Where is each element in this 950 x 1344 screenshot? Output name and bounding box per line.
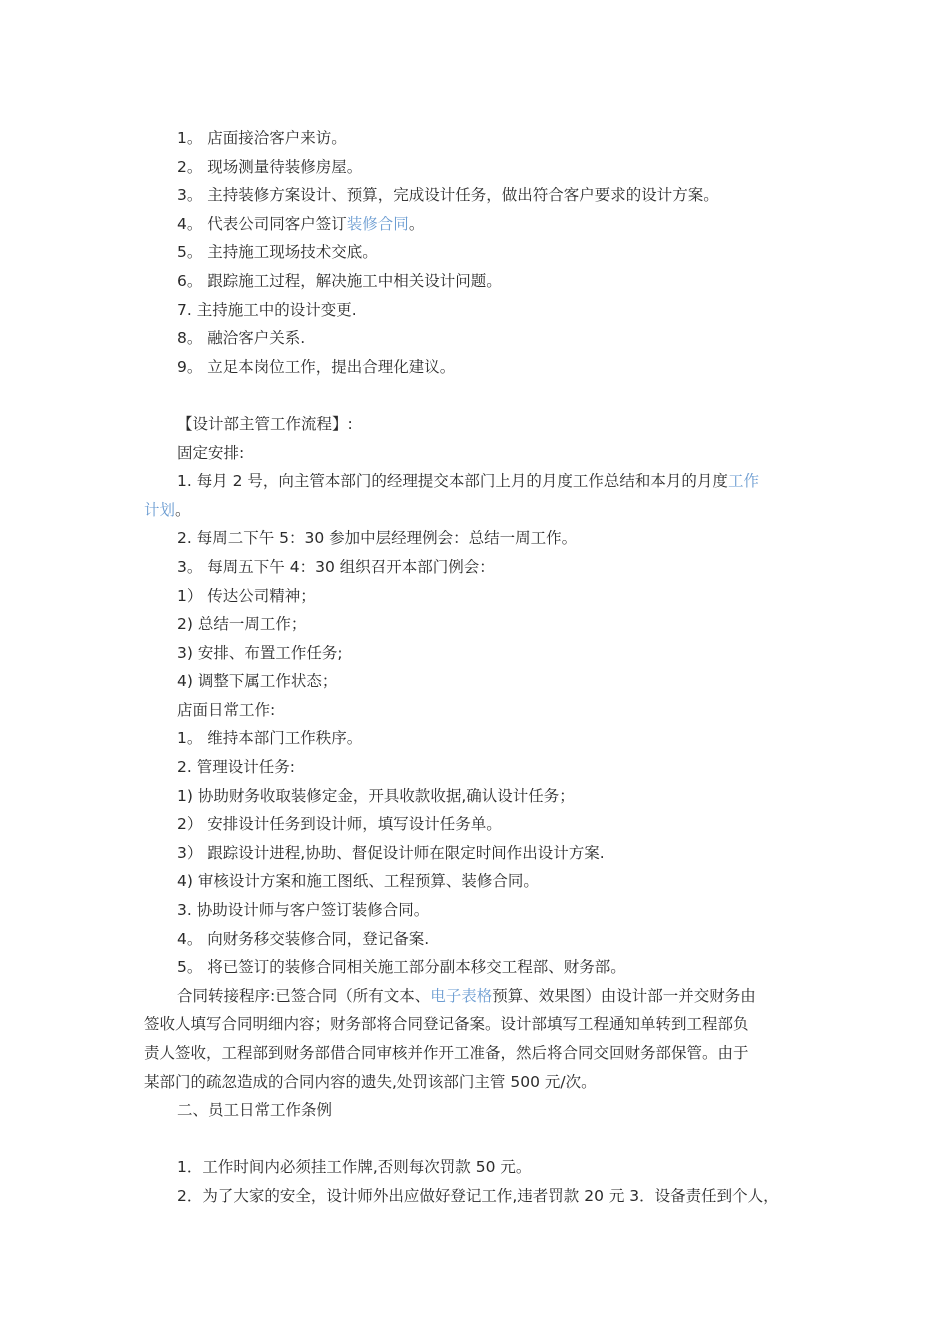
- text: 4。 代表公司同客户签订: [177, 214, 347, 233]
- paragraph-line: 某部门的疏忽造成的合同内容的遗失,处罚该部门主管 500 元/次。: [144, 1072, 597, 1091]
- text: 预算、效果图）由设计部一并交财务由: [492, 986, 756, 1005]
- spacer: [144, 381, 814, 410]
- list-item-continuation: [144, 496, 814, 525]
- list-item: [144, 467, 814, 496]
- list-item: 3。 主持装修方案设计、预算，完成设计任务，做出符合客户要求的设计方案。: [177, 186, 719, 205]
- list-item: 1。 维持本部门工作秩序。: [177, 729, 363, 748]
- link-work-plan[interactable]: 工作: [727, 472, 759, 491]
- list-item: 1) 协助财务收取装修定金，开具收款收据,确认设计任务；: [177, 786, 575, 805]
- list-item: 8。 融洽客户关系.: [177, 329, 306, 348]
- paragraph-line: 签收人填写合同明细内容；财务部将合同登记备案。设计部填写工程通知单转到工程部负: [144, 1015, 749, 1034]
- list-item: 6。 跟踪施工过程，解决施工中相关设计问题。: [177, 271, 502, 290]
- list-item: 4。 向财务移交装修合同，登记备案.: [177, 929, 430, 948]
- list-item: 2. 管理设计任务:: [177, 758, 295, 777]
- list-item: 3) 安排、布置工作任务;: [177, 643, 343, 662]
- list-item: 5。 主持施工现场技术交底。: [177, 243, 378, 262]
- text: 合同转接程序:已签合同（所有文本、: [177, 986, 431, 1005]
- spacer: [144, 1125, 814, 1154]
- link-decoration-contract[interactable]: 装修合同: [346, 214, 409, 233]
- text: 。: [175, 500, 191, 519]
- text: 1. 每月 2 号，向主管本部门的经理提交本部门上月的月度工作总结和本月的月度: [177, 472, 728, 491]
- rule-item: 1．工作时间内必须挂工作牌,否则每次罚款 50 元。: [177, 1158, 532, 1177]
- paragraph-line: 责人签收，工程部到财务部借合同审核并作开工准备，然后将合同交回财务部保管。由于: [144, 1044, 749, 1062]
- list-item: 3. 协助设计师与客户签订装修合同。: [177, 901, 430, 920]
- list-item: 5。 将已签订的装修合同相关施工部分副本移交工程部、财务部。: [177, 958, 626, 977]
- link-spreadsheet[interactable]: 电子表格: [430, 986, 493, 1005]
- list-item: 2。 现场测量待装修房屋。: [177, 157, 363, 176]
- list-item: 2. 每周二下午 5：30 参加中层经理例会：总结一周工作。: [177, 529, 578, 548]
- list-item: 2) 总结一周工作；: [177, 615, 307, 634]
- list-item: 4) 调整下属工作状态；: [177, 672, 338, 691]
- link-work-plan[interactable]: 计划: [144, 500, 176, 519]
- list-item: 9。 立足本岗位工作，提出合理化建议。: [177, 357, 456, 376]
- paragraph-line: [144, 982, 814, 1011]
- subheading: 固定安排:: [177, 443, 245, 462]
- list-item: 1） 传达公司精神；: [177, 586, 316, 605]
- list-item: 7. 主持施工中的设计变更.: [177, 300, 357, 319]
- list-item: 3） 跟踪设计进程,协助、督促设计师在限定时间作出设计方案.: [177, 843, 605, 862]
- document-body: [144, 124, 814, 1211]
- section-heading: 二、员工日常工作条例: [177, 1101, 333, 1120]
- list-item: 3。 每周五下午 4：30 组织召开本部门例会：: [177, 557, 495, 576]
- list-item: 4) 审核设计方案和施工图纸、工程预算、装修合同。: [177, 872, 539, 891]
- rule-item: 2．为了大家的安全，设计师外出应做好登记工作,违者罚款 20 元 3．设备责任到个人，: [177, 1186, 779, 1205]
- subheading: 店面日常工作:: [177, 700, 276, 719]
- list-item: 1。 店面接洽客户来访。: [177, 129, 347, 147]
- text: 。: [408, 214, 425, 233]
- list-item: [144, 210, 814, 239]
- section-heading: 【设计部主管工作流程】:: [177, 414, 353, 433]
- list-item: 2） 安排设计任务到设计师，填写设计任务单。: [177, 815, 502, 834]
